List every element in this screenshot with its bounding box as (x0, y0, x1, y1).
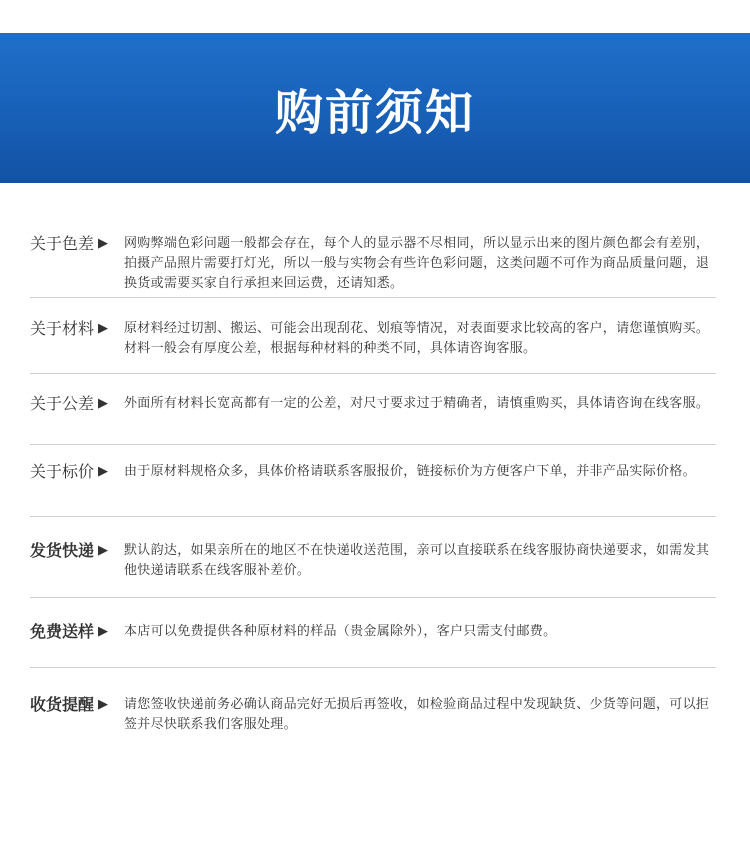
notice-item-material (30, 319, 716, 359)
notice-label: 收货提醒 ▶ (30, 695, 109, 714)
notice-item-free-sample (30, 622, 716, 642)
divider (30, 516, 716, 517)
header-banner (0, 33, 750, 183)
arrow-right-icon: ▶ (98, 543, 109, 558)
divider (30, 297, 716, 298)
arrow-right-icon: ▶ (98, 321, 109, 336)
notice-item-tolerance (30, 394, 716, 414)
notice-label: 关于色差 ▶ (30, 234, 109, 253)
divider (30, 373, 716, 374)
notice-text: 本店可以免费提供各种原材料的样品（贵金属除外），客户只需支付邮费。 (124, 624, 557, 639)
notice-item-pricing (30, 462, 716, 482)
notice-item-shipping (30, 541, 716, 581)
notice-text: 原材料经过切割、搬运、可能会出现刮花、划痕等情况，对表面要求比较高的客户，请您谨慎购买。材料一般会有厚度公差，根据每种材料的种类不同，具体请咨询客服。 (124, 321, 710, 356)
arrow-right-icon: ▶ (98, 624, 109, 639)
arrow-right-icon: ▶ (98, 236, 109, 251)
notice-text: 默认韵达，如果亲所在的地区不在快递收送范围，亲可以直接联系在线客服协商快递要求，如需发其他快递请联系在线客服补差价。 (124, 543, 710, 578)
page-title: 购前须知 (274, 84, 475, 141)
notice-label: 发货快递 ▶ (30, 541, 109, 560)
divider (30, 444, 716, 445)
arrow-right-icon: ▶ (98, 396, 109, 411)
notice-text: 请您签收快递前务必确认商品完好无损后再签收，如检验商品过程中发现缺货、少货等问题，可以拒签并尽快联系我们客服处理。 (124, 697, 710, 732)
notice-item-color-difference (30, 234, 716, 294)
notice-label: 关于材料 ▶ (30, 319, 109, 338)
notice-text: 由于原材料规格众多，具体价格请联系客服报价，链接标价为方便客户下单，并非产品实际价格。 (124, 464, 696, 479)
arrow-right-icon: ▶ (98, 697, 109, 712)
divider (30, 667, 716, 668)
notice-label: 免费送样 ▶ (30, 622, 109, 641)
notice-text: 外面所有材料长宽高都有一定的公差，对尺寸要求过于精确者，请慎重购买，具体请咨询在线客服。 (124, 396, 710, 411)
notice-text: 网购弊端色彩问题一般都会存在，每个人的显示器不尽相同，所以显示出来的图片颜色都会有差别，拍摄产品照片需要打灯光，所以一般与实物会有些许色彩问题，这类问题不可作为商品质量问题，退换货或需要买家自行承担来回运费，还请知悉。 (124, 236, 710, 291)
divider (30, 597, 716, 598)
arrow-right-icon: ▶ (98, 464, 109, 479)
notice-item-receipt-reminder (30, 695, 716, 735)
notice-label: 关于标价 ▶ (30, 462, 109, 481)
notice-label: 关于公差 ▶ (30, 394, 109, 413)
